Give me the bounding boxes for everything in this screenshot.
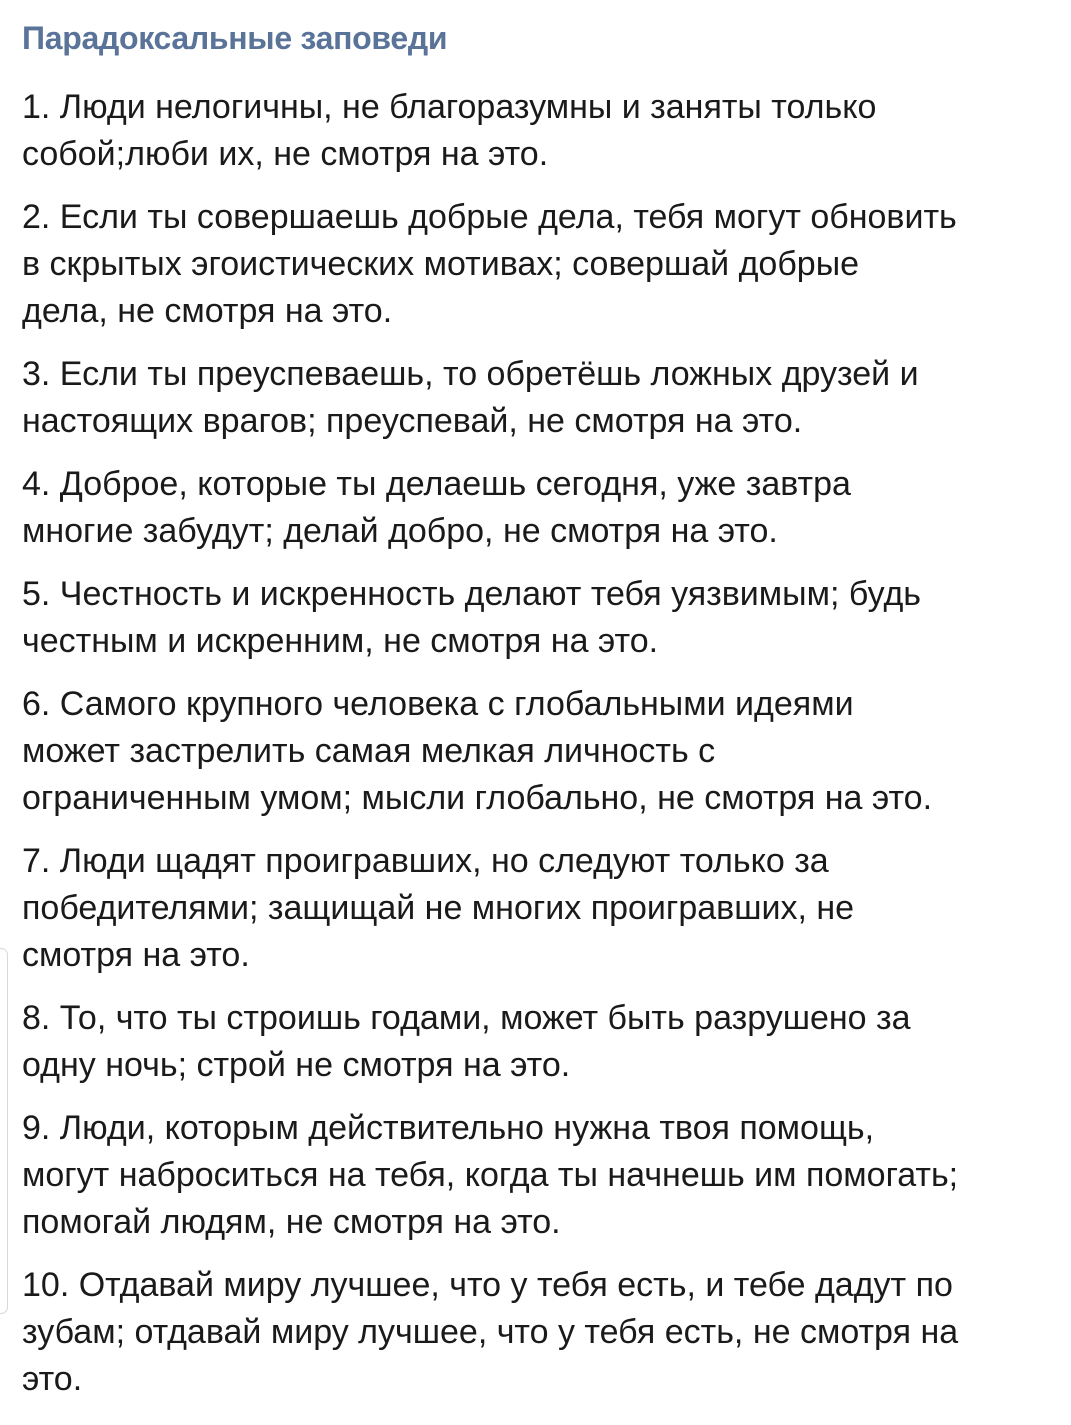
- text-line: 9. Люди, которым действительно нужна твоя помощь,: [22, 1109, 875, 1147]
- post-title: Парадоксальные заповеди: [22, 20, 448, 56]
- text-line: 7. Люди щадят проигравших, но следуют только за: [22, 842, 829, 880]
- text-line: ограниченным умом; мысли глобально, не смотря на это.: [22, 779, 933, 817]
- text-line: многие забудут; делай добро, не смотря на это.: [22, 512, 778, 550]
- text-line: 8. То, что ты строишь годами, может быть разрушено за: [22, 999, 911, 1037]
- text-line: 10. Отдавай миру лучшее, что у тебя есть, и тебе дадут по: [22, 1266, 953, 1304]
- text-line: одну ночь; строй не смотря на это.: [22, 1046, 571, 1084]
- text-line: смотря на это.: [22, 936, 250, 974]
- text-line: могут наброситься на тебя, когда ты начнешь им помогать;: [22, 1156, 959, 1194]
- text-line: 3. Если ты преуспеваешь, то обретёшь ложных друзей и: [22, 355, 919, 393]
- commandment-10: [22, 1262, 1062, 1403]
- text-line: 6. Самого крупного человека с глобальными идеями: [22, 685, 854, 723]
- text-line: настоящих врагов; преуспевай, не смотря на это.: [22, 402, 803, 440]
- commandment-3: [22, 351, 1062, 445]
- commandment-2: [22, 194, 1062, 335]
- text-line: 4. Доброе, которые ты делаешь сегодня, уже завтра: [22, 465, 851, 503]
- text-line: может застрелить самая мелкая личность с: [22, 732, 716, 770]
- text-line: 1. Люди нелогичны, не благоразумны и заняты только: [22, 88, 877, 126]
- text-line: собой;люби их, не смотря на это.: [22, 135, 549, 173]
- text-line: зубам; отдавай миру лучшее, что у тебя есть, не смотря на: [22, 1313, 959, 1351]
- text-line: 2. Если ты совершаешь добрые дела, тебя могут обновить: [22, 198, 957, 236]
- commandment-6: [22, 681, 1062, 822]
- text-line: дела, не смотря на это.: [22, 292, 393, 330]
- commandment-5: [22, 571, 1062, 665]
- text-line: честным и искренним, не смотря на это.: [22, 622, 659, 660]
- text-line: это.: [22, 1360, 83, 1398]
- commandment-4: [22, 461, 1062, 555]
- side-panel-edge[interactable]: [0, 948, 8, 1314]
- commandment-1: [22, 84, 1062, 178]
- text-line: в скрытых эгоистических мотивах; совершай добрые: [22, 245, 860, 283]
- commandment-9: [22, 1105, 1062, 1246]
- text-line: победителями; защищай не многих проигравших, не: [22, 889, 855, 927]
- post-body: [22, 84, 1062, 1419]
- text-line: помогай людям, не смотря на это.: [22, 1203, 561, 1241]
- text-line: 5. Честность и искренность делают тебя уязвимым; будь: [22, 575, 922, 613]
- commandment-7: [22, 838, 1062, 979]
- commandment-8: [22, 995, 1062, 1089]
